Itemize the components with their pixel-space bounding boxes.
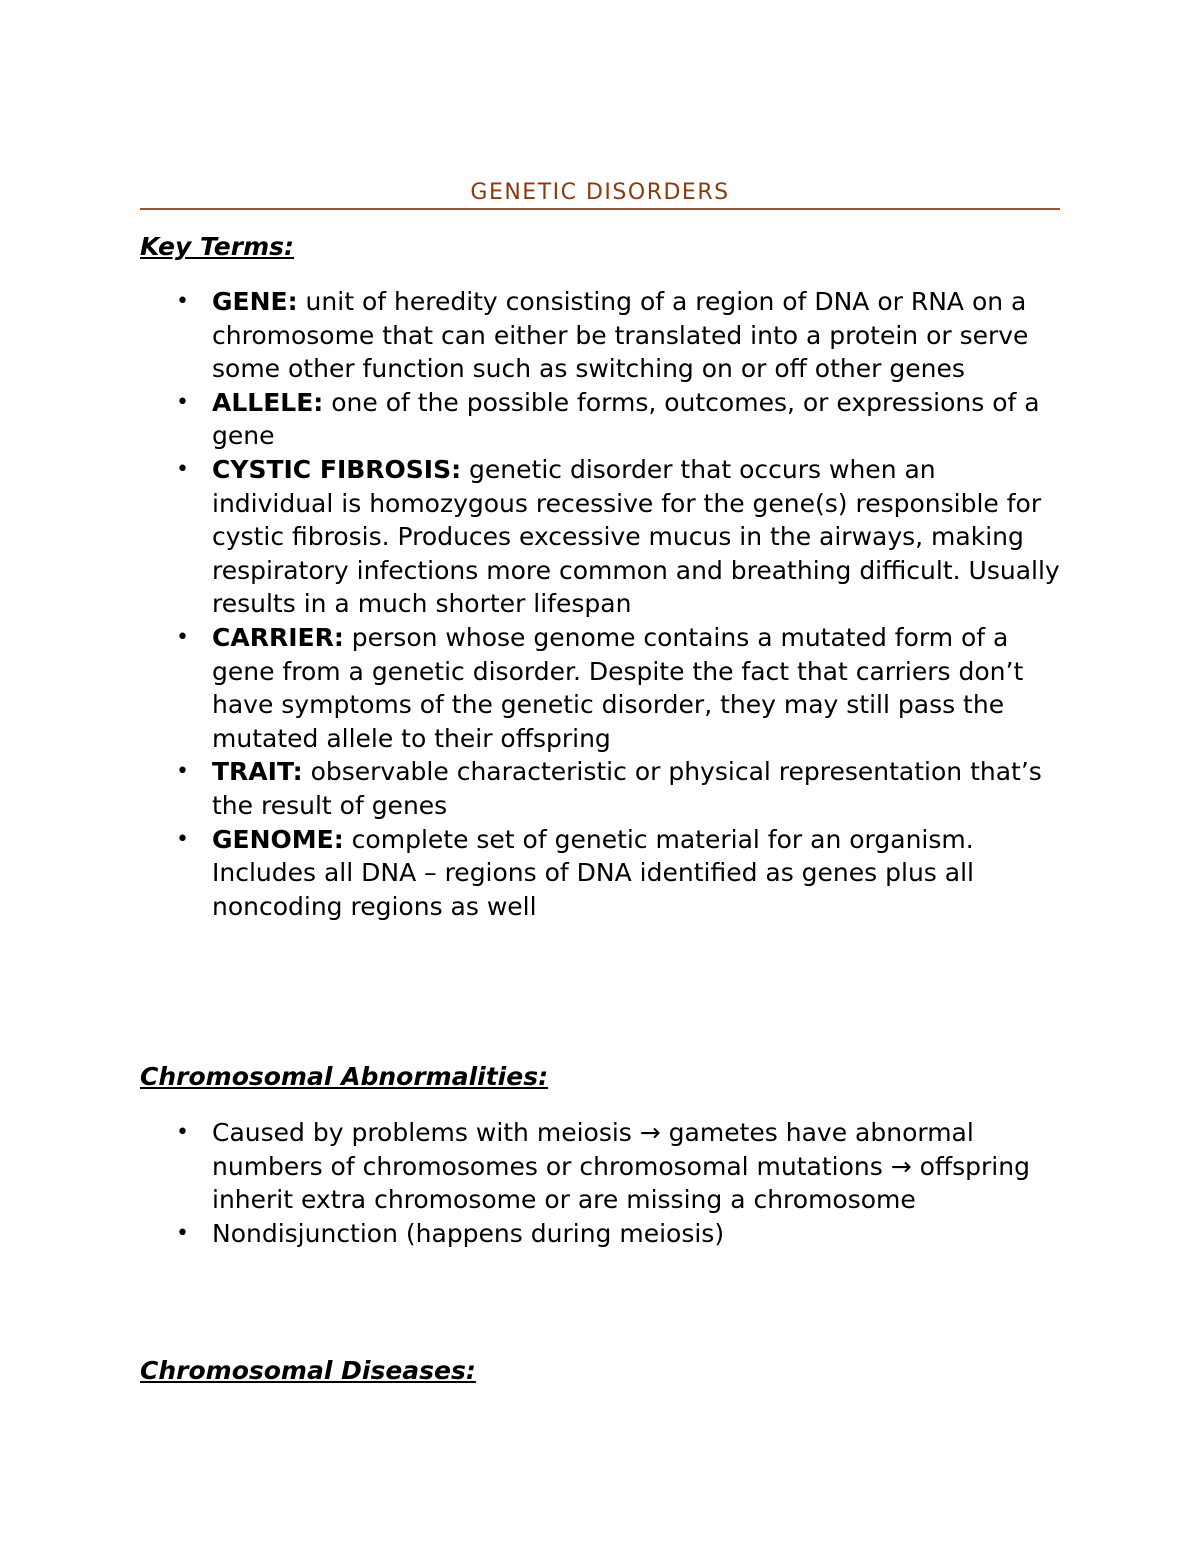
list-item: [140, 1116, 1060, 1217]
list-item: [140, 1217, 1060, 1251]
bullet-icon: •: [176, 389, 189, 415]
bullet-icon: •: [176, 289, 189, 314]
list-item-text: Nondisjunction (happens during meiosis): [212, 1218, 725, 1248]
term-label: ALLELE:: [212, 387, 324, 417]
list-item: [140, 453, 1060, 621]
term-definition: observable characteristic or physical representation that’s the result of genes: [212, 757, 1042, 820]
term-definition: complete set of genetic material for an organism. Includes all DNA – regions of DNA identified as genes plus all noncoding regions as well: [212, 824, 974, 921]
chromosomal-abnormalities-heading: Chromosomal Abnormalities:: [140, 1062, 549, 1091]
document-title: GENETIC DISORDERS: [470, 180, 730, 205]
bullet-icon: •: [176, 1220, 189, 1246]
list-item: [140, 285, 1060, 386]
bullet-icon: •: [176, 1120, 189, 1145]
list-item: [140, 823, 1060, 924]
key-terms-heading: Key Terms:: [140, 232, 295, 261]
term-label: CYSTIC FIBROSIS:: [212, 454, 462, 484]
term-definition: one of the possible forms, outcomes, or expressions of a gene: [212, 387, 1040, 451]
term-label: GENE:: [212, 287, 298, 316]
bullet-icon: •: [176, 456, 189, 482]
bullet-icon: •: [176, 759, 189, 785]
chromosomal-diseases-heading: Chromosomal Diseases:: [140, 1356, 476, 1385]
list-item: [140, 755, 1060, 822]
title-divider: [140, 208, 1060, 210]
term-definition: person whose genome contains a mutated form of a gene from a genetic disorder. Despite the fact that carriers don’t have symptoms of the genetic disorder, they may still pass the mutated allele to their offspring: [212, 622, 1024, 753]
term-label: TRAIT:: [212, 757, 303, 787]
term-definition: genetic disorder that occurs when an individual is homozygous recessive for the gene(s) responsible for cystic fibrosis. Produces excessive mucus in the airways, making respiratory infections more common and breathing difficult. Usually results in a much shorter lifespan: [212, 454, 1060, 619]
bullet-icon: •: [176, 826, 189, 852]
key-terms-list: [140, 285, 1060, 923]
list-item: [140, 621, 1060, 755]
list-item: [140, 386, 1060, 453]
term-label: GENOME:: [212, 824, 344, 854]
chromosomal-abnormalities-list: [140, 1116, 1060, 1250]
list-item-text: Caused by problems with meiosis → gametes have abnormal numbers of chromosomes or chromosomal mutations → offspring inherit extra chromosome or are missing a chromosome: [212, 1118, 1030, 1215]
term-definition: unit of heredity consisting of a region of DNA or RNA on a chromosome that can either be translated into a protein or serve some other function such as switching on or off other genes: [212, 287, 1029, 384]
term-label: CARRIER:: [212, 622, 344, 652]
bullet-icon: •: [176, 624, 189, 650]
